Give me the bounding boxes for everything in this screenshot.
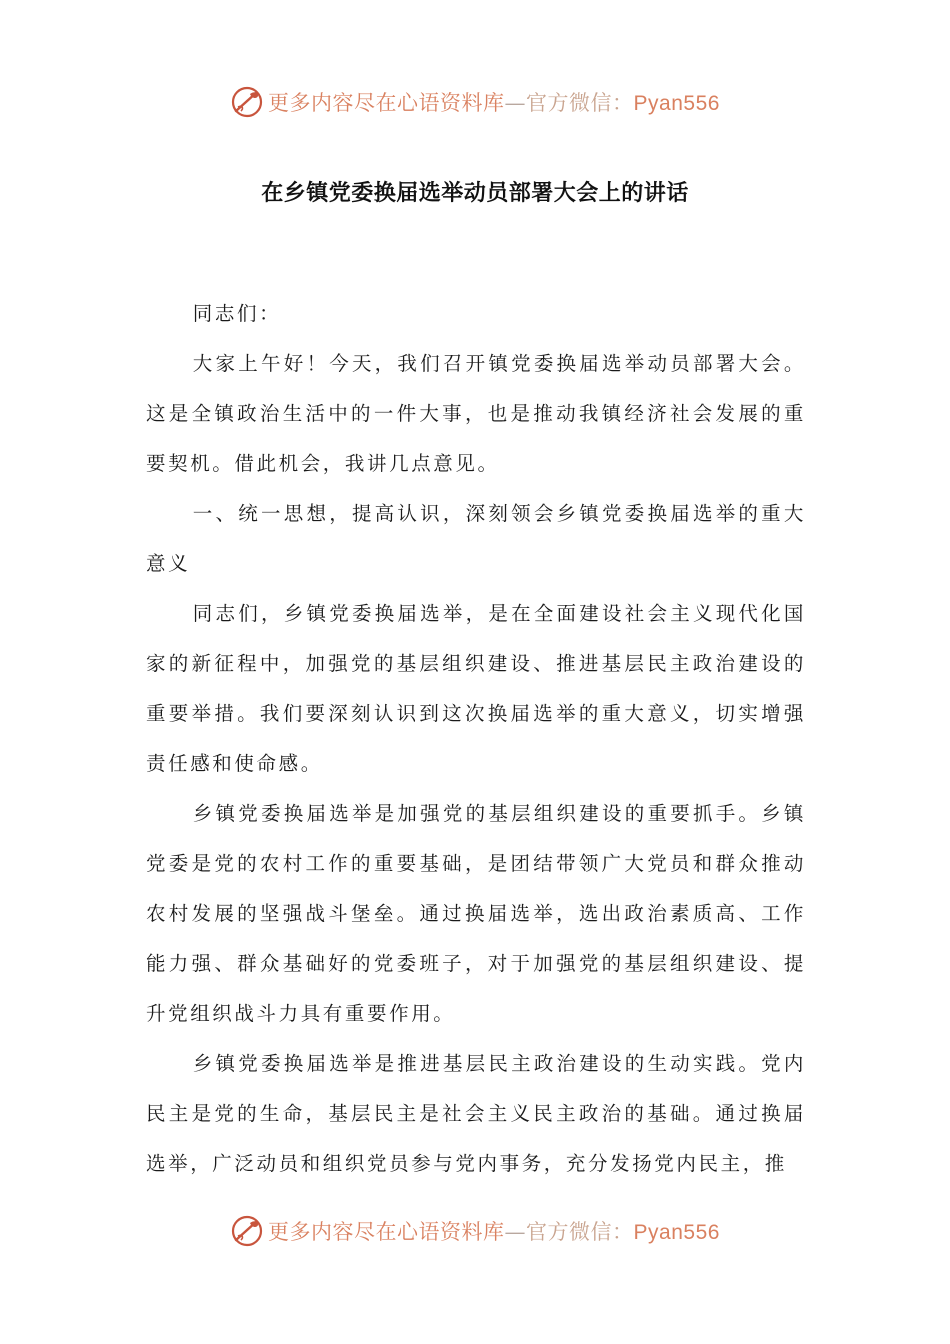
banner-text: [268, 1216, 720, 1246]
banner-wechat-id: Pyan556: [633, 92, 720, 115]
pen-logo-icon: [230, 1214, 264, 1248]
footer-banner: [0, 1211, 950, 1251]
paragraph: 乡镇党委换届选举是加强党的基层组织建设的重要抓手。乡镇党委是党的农村工作的重要基础，是团结带领广大党员和群众推动农村发展的坚强战斗堡垒。通过换届选举，选出政治素质高、工作能力强、群众基础好的党委班子，对于加强党的基层组织建设、提升党组织战斗力具有重要作用。: [146, 802, 806, 1025]
banner-slogan: 更多内容尽在心语资料库: [268, 1220, 505, 1244]
banner-slogan: 更多内容尽在心语资料库: [268, 91, 505, 115]
header-banner: [0, 82, 950, 122]
banner-dash: —: [504, 1220, 527, 1244]
paragraph: 乡镇党委换届选举是推进基层民主政治建设的生动实践。党内民主是党的生命，基层民主是社会主义民主政治的基础。通过换届选举，广泛动员和组织党员参与党内事务，充分发扬党内民主，推: [146, 1052, 806, 1175]
document-body: [146, 289, 806, 1189]
banner-wechat-id: Pyan556: [633, 1221, 720, 1244]
pen-logo-icon: [230, 85, 264, 119]
paragraph: 大家上午好！今天，我们召开镇党委换届选举动员部署大会。这是全镇政治生活中的一件大事，也是推动我镇经济社会发展的重要契机。借此机会，我讲几点意见。: [146, 352, 806, 475]
salutation: 同志们：: [192, 302, 282, 325]
banner-text: [268, 87, 720, 117]
paragraph: 同志们，乡镇党委换届选举，是在全面建设社会主义现代化国家的新征程中，加强党的基层组织建设、推进基层民主政治建设的重要举措。我们要深刻认识到这次换届选举的重大意义，切实增强责任感和使命感。: [146, 602, 806, 775]
section-heading: 一、统一思想，提高认识，深刻领会乡镇党委换届选举的重大意义: [146, 502, 806, 575]
document-title: 在乡镇党委换届选举动员部署大会上的讲话: [261, 181, 689, 206]
banner-wechat-label: 官方微信：: [526, 1220, 634, 1244]
banner-wechat-label: 官方微信：: [526, 91, 634, 115]
banner-dash: —: [504, 91, 527, 115]
